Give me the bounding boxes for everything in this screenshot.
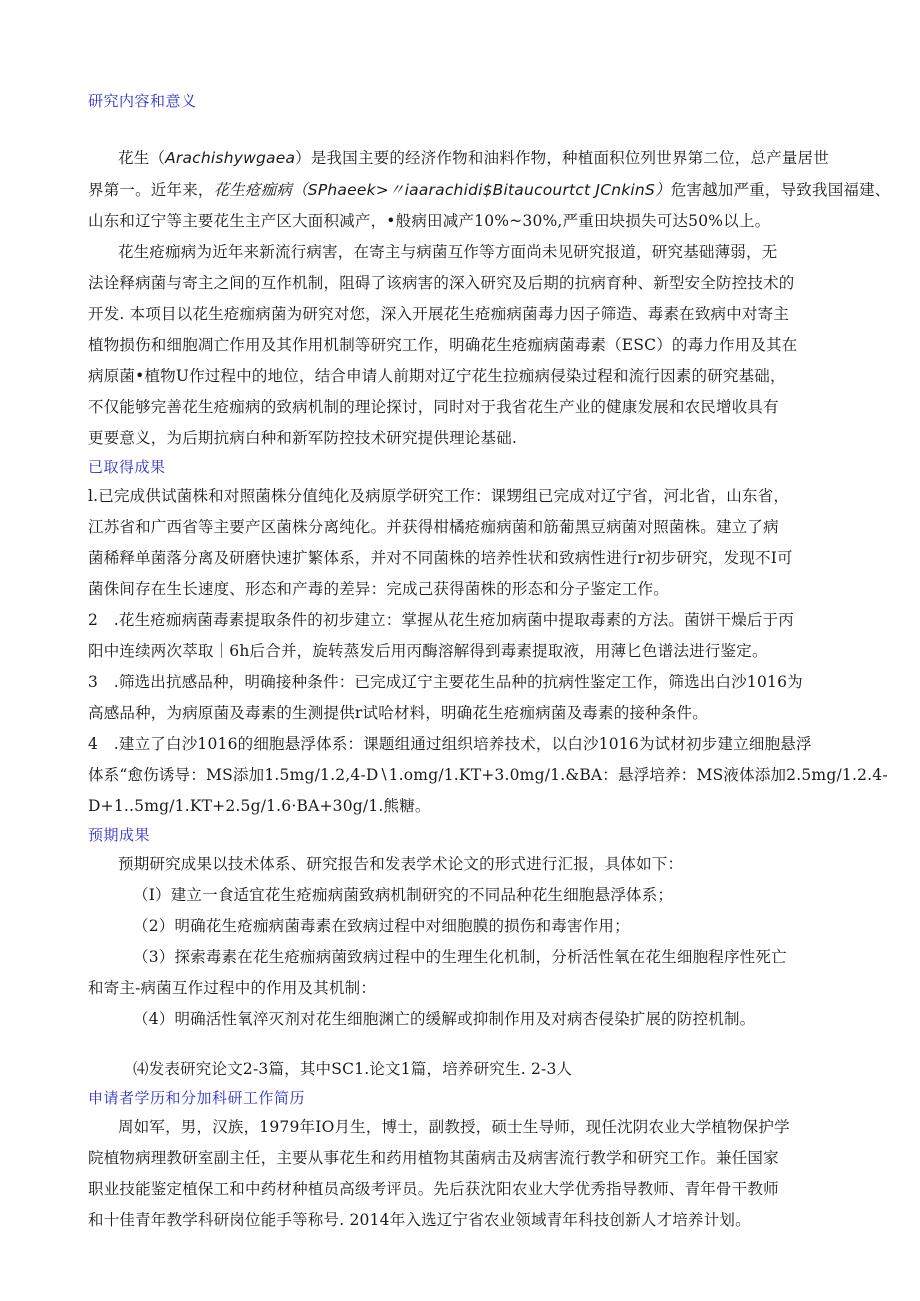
paragraph-line: 更要意义，为后期抗病白种和新军防控技术研究提供理论基础.	[88, 429, 518, 447]
resume-line: 院植物病理教研室副主任，主要从事花生和药用植物其菌病击及病害流行教学和研究工作。兼任国家	[88, 1149, 779, 1167]
paragraph-line: 开发. 本项目以花生疮痂病菌为研究对您，深入开展花生疮痂病菌毒力因子筛造、毒素在致病中对寄主	[88, 305, 790, 323]
disease-latin-name: 花生疮痂病（SPhaeek>〃iaarachidi$Bitaucourtct JCnkinS）	[213, 181, 671, 199]
result-line: l.已完成供试菌株和对照菌株分值纯化及病原学研究工作：课甥组已完成对辽宁省，河北省，山东省，	[88, 487, 790, 505]
section-heading-expected: 预期成果	[88, 826, 151, 844]
result-line: 2 .花生疮痂病菌毒素提取条件的初步建立：掌握从花生疮加病菌中提取毒素的方法。菌饼干燥后于丙	[88, 611, 794, 629]
result-line: 体系“愈伤诱导：MS添加1.5mg/1.2,4-D∖1.omg/1.KT+3.0mg/1.&BA：悬浮培养：MS液体添加2.5mg/1.2.4-	[88, 766, 888, 784]
section-heading-resume: 申请者学历和分加科研工作简历	[88, 1089, 306, 1107]
text-span: 界第一。近年来，	[88, 181, 214, 199]
expected-item: （2）明确花生疮痂病菌毒素在致病过程中对细胞膜的损伤和毒害作用；	[133, 917, 630, 935]
expected-item: 和寄主-病菌互作过程中的作用及其机制：	[88, 979, 377, 997]
paragraph-line	[88, 179, 891, 201]
expected-intro: 预期研究成果以技术体系、研究报告和发表学术论文的形式进行汇报，具体如下：	[118, 855, 684, 873]
section-heading-research-content: 研究内容和意义	[88, 92, 197, 110]
paragraph-line: 植物损伤和细胞凋亡作用及其作用机制等研究工作，明确花生疮痂病菌毒素（ESC）的毒力作用及其在	[88, 336, 798, 354]
section-heading-achievements: 已取得成果	[88, 458, 166, 476]
text-span: 花生（	[118, 149, 166, 167]
result-line: 菌侏间存在生长速度、形态和产毒的差异：完成己获得菌株的形态和分子鉴定工作。	[88, 580, 669, 598]
resume-line: 周如军，男，汉族，1979年IO月生，博士，副教授，硕士生导师，现任沈阴农业大学植物保护学	[118, 1118, 790, 1136]
expected-item: ⑷发表研究论文2-3篇，其中SC1.论文1篇，培养研究生. 2-3人	[133, 1060, 573, 1078]
result-line: D+1..5mg/1.KT+2.5g/1.6·BA+30g/1.熊糖。	[88, 797, 431, 815]
text-span: 危害越加严重，导致我国福建、	[670, 181, 891, 199]
resume-line: 和十佳青年教学科研岗位能手等称号. 2014年入选辽宁省农业领域青年科技创新人才培养计划。	[88, 1211, 751, 1229]
paragraph-line	[118, 147, 829, 169]
result-line: 4 .建立了白沙1016的细胞悬浮体系：课题组通过组织培养技术，以白沙1016为试材初步建立细胞悬浮	[88, 735, 812, 753]
expected-item: （I）建立一食适宜花生疮痂病菌致病机制研究的不同品种花生细胞悬浮体系；	[133, 886, 674, 904]
result-line: 菌稀释单菌落分离及研磨快速扩繁体系，并对不同菌株的培养性状和致病性进行r初步研究，发现不I可	[88, 549, 793, 567]
result-line: 高感品种，为病原菌及毒素的生测提供r试哈材料，明确花生疮痂病菌及毒素的接种条件。	[88, 704, 708, 722]
paragraph-line: 花生疮痂病为近年来新流行病害，在寄主与病菌互作等方面尚未见研究报道，研究基础薄弱，无	[118, 243, 778, 261]
paragraph-line: 病原菌•植物U作过程中的地位，结合申请人前期对辽宁花生拉痂病侵染过程和流行因素的研究基础，	[88, 367, 786, 385]
result-line: 3 .筛选出抗感品种，明确接种条件：已完成辽宁主要花生品种的抗病性鉴定工作，筛选出白沙1016为	[88, 673, 803, 691]
expected-item: （3）探索毒素在花生疮痂病菌致病过程中的生理生化机制，分析活性氧在花生细胞程序性死亡	[133, 948, 787, 966]
paragraph-line: 不仅能够完善花生疮痂病的致病机制的理论探讨，同时对于我省花生产业的健康发展和农民增收具有	[88, 398, 779, 416]
latin-name: Arachishywgaea	[165, 149, 296, 167]
result-line: 阳中连续两次萃取｜6h后合并，旋转蒸发后用丙酶溶解得到毒素提取液，用薄匕色谱法进行鉴定。	[88, 642, 768, 660]
paragraph-line: 法诠释病菌与寄主之间的互作机制，阻碍了该病害的深入研究及后期的抗病育种、新型安全防控技术的	[88, 274, 795, 292]
paragraph-line: 山东和辽宁等主要花生主产区大面积减产，•般病田减产10%~30%,严重田块损失可达50%以上。	[88, 212, 771, 230]
resume-line: 职业技能鉴定植保工和中药材种植员高级考评员。先后获沈阳农业大学优秀指导教师、青年骨干教师	[88, 1180, 779, 1198]
result-line: 江苏省和广西省等主要产区菌株分离纯化。并获得柑橘疮痂病菌和筋葡黑豆病菌对照菌株。建立了病	[88, 518, 779, 536]
text-span: ）是我国主要的经济作物和油料作物，种植面积位列世界第二位，总产量居世	[295, 149, 829, 167]
expected-item: （4）明确活性氧淬灭剂对花生细胞渊亡的缓解或抑制作用及对病杏侵染扩展的防控机制。	[133, 1010, 756, 1028]
